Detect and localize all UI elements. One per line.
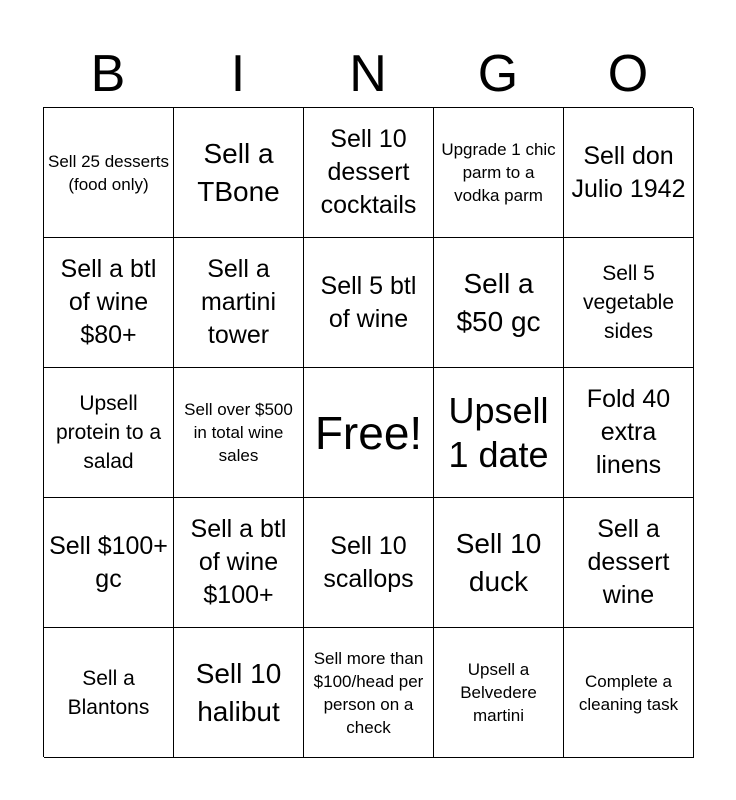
bingo-cell[interactable]: Complete a cleaning task [564,628,694,758]
bingo-cell[interactable]: Sell a dessert wine [564,498,694,628]
free-space-cell[interactable]: Free! [304,368,434,498]
bingo-header [43,40,693,108]
bingo-cell[interactable]: Sell a TBone [174,108,304,238]
bingo-cell[interactable]: Sell a martini tower [174,238,304,368]
bingo-cell[interactable]: Sell over $500 in total wine sales [174,368,304,498]
bingo-cell[interactable]: Sell a btl of wine $80+ [44,238,174,368]
bingo-cell[interactable]: Sell 10 duck [434,498,564,628]
bingo-cell[interactable]: Sell 10 scallops [304,498,434,628]
header-letter-o: O [607,45,649,103]
header-letter-g: G [477,45,519,103]
header-letter-i: I [230,45,246,103]
bingo-cell[interactable]: Upgrade 1 chic parm to a vodka parm [434,108,564,238]
bingo-cell[interactable]: Sell $100+ gc [44,498,174,628]
bingo-cell[interactable]: Sell don Julio 1942 [564,108,694,238]
bingo-cell[interactable]: Sell a $50 gc [434,238,564,368]
bingo-cell[interactable]: Sell 10 halibut [174,628,304,758]
bingo-cell[interactable]: Upsell protein to a salad [44,368,174,498]
bingo-grid [43,107,693,757]
bingo-cell[interactable]: Sell 10 dessert cocktails [304,108,434,238]
bingo-cell[interactable]: Sell more than $100/head per person on a check [304,628,434,758]
bingo-cell[interactable]: Upsell 1 date [434,368,564,498]
bingo-cell[interactable]: Sell a Blantons [44,628,174,758]
bingo-cell[interactable]: Sell a btl of wine $100+ [174,498,304,628]
bingo-cell[interactable]: Sell 5 vegetable sides [564,238,694,368]
header-letter-n: N [349,45,387,103]
bingo-cell[interactable]: Fold 40 extra linens [564,368,694,498]
bingo-cell[interactable]: Sell 5 btl of wine [304,238,434,368]
bingo-cell[interactable]: Sell 25 desserts (food only) [44,108,174,238]
header-letter-b: B [90,45,126,103]
bingo-cell[interactable]: Upsell a Belvedere martini [434,628,564,758]
